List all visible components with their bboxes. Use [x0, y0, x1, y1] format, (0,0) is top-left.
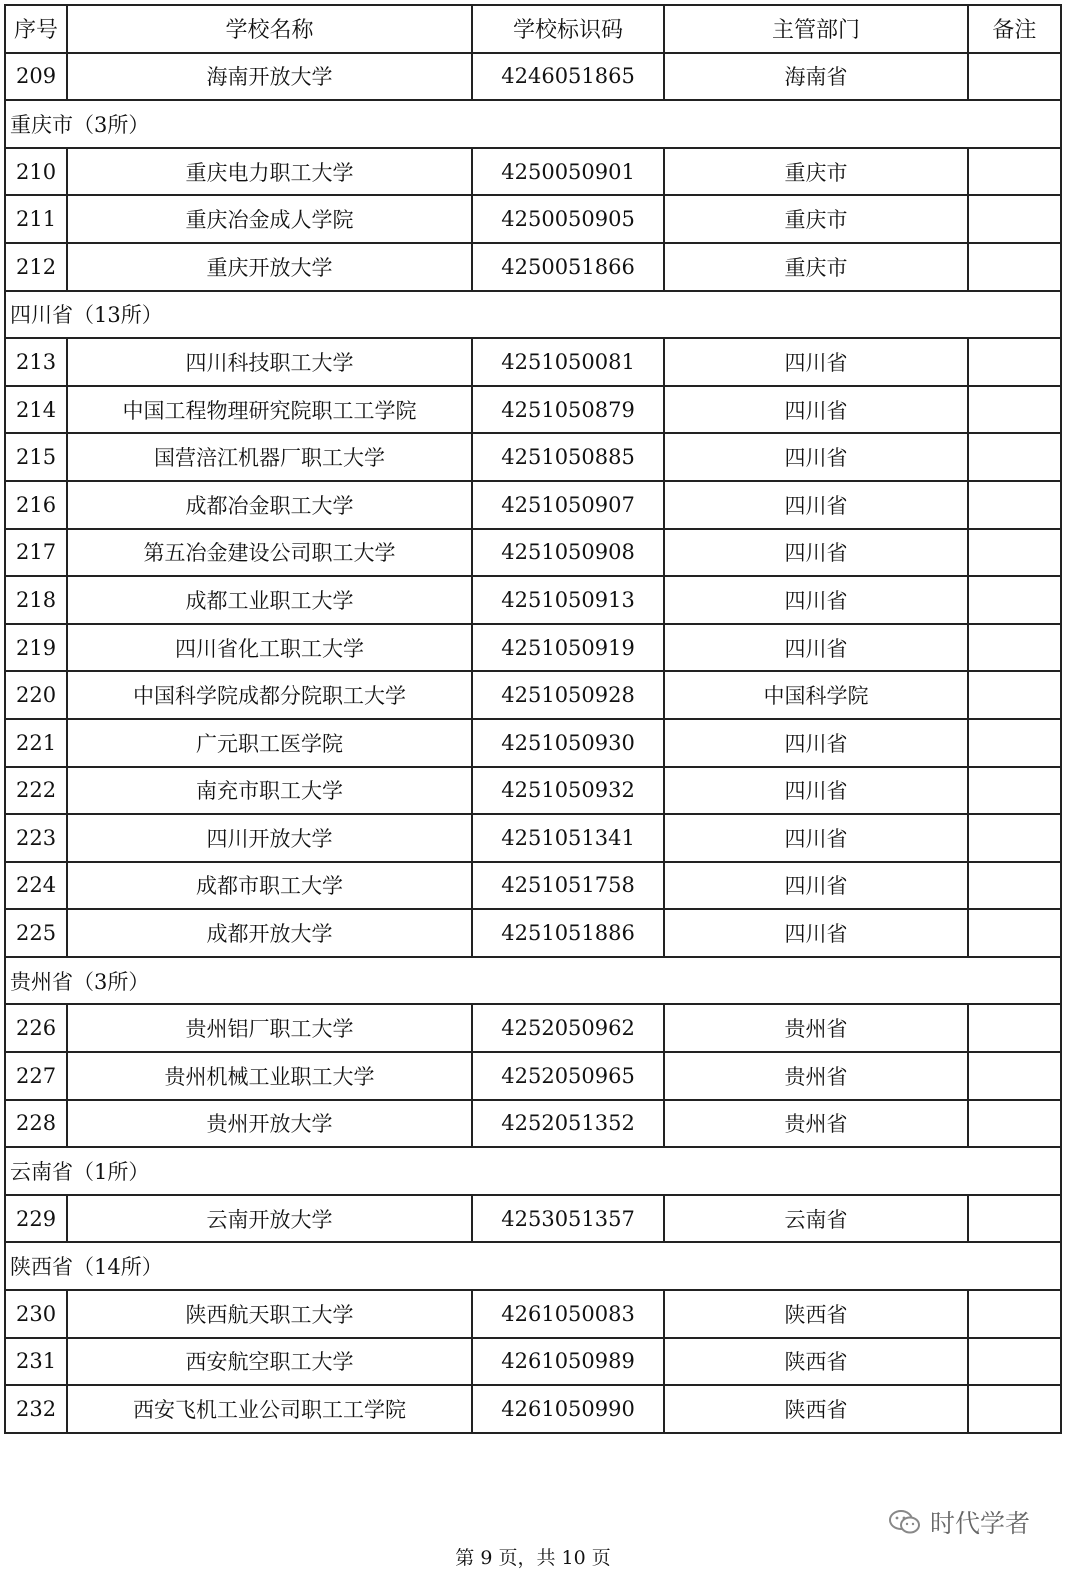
cell-no: 218	[5, 576, 67, 624]
cell-department: 重庆市	[664, 148, 968, 196]
cell-note	[968, 195, 1061, 243]
cell-department: 四川省	[664, 862, 968, 910]
cell-school-name: 第五冶金建设公司职工大学	[67, 529, 472, 577]
table-row	[5, 338, 1061, 386]
cell-department: 四川省	[664, 386, 968, 434]
cell-note	[968, 1004, 1061, 1052]
header-department: 主管部门	[664, 5, 968, 53]
cell-note	[968, 243, 1061, 291]
cell-no: 227	[5, 1052, 67, 1100]
cell-no: 231	[5, 1338, 67, 1386]
cell-school-code: 4251050879	[472, 386, 664, 434]
section-row	[5, 1147, 1061, 1195]
cell-school-code: 4252050962	[472, 1004, 664, 1052]
cell-school-code: 4253051357	[472, 1195, 664, 1243]
table-row	[5, 529, 1061, 577]
watermark-text: 时代学者	[929, 1509, 1030, 1538]
cell-school-code: 4250050905	[472, 195, 664, 243]
cell-school-name: 四川科技职工大学	[67, 338, 472, 386]
table-row	[5, 767, 1061, 815]
watermark	[888, 1504, 1030, 1540]
cell-school-name: 四川开放大学	[67, 814, 472, 862]
cell-no: 224	[5, 862, 67, 910]
cell-school-name: 云南开放大学	[67, 1195, 472, 1243]
cell-department: 陕西省	[664, 1338, 968, 1386]
section-row	[5, 291, 1061, 339]
cell-school-code: 4250050901	[472, 148, 664, 196]
cell-note	[968, 338, 1061, 386]
cell-school-code: 4251050919	[472, 624, 664, 672]
cell-department: 中国科学院	[664, 671, 968, 719]
table-row	[5, 576, 1061, 624]
cell-note	[968, 671, 1061, 719]
section-row	[5, 957, 1061, 1005]
table-row	[5, 862, 1061, 910]
header-no: 序号	[5, 5, 67, 53]
cell-school-code: 4251050907	[472, 481, 664, 529]
cell-department: 重庆市	[664, 195, 968, 243]
cell-school-name: 广元职工医学院	[67, 719, 472, 767]
cell-note	[968, 481, 1061, 529]
cell-no: 210	[5, 148, 67, 196]
cell-school-code: 4251050932	[472, 767, 664, 815]
cell-school-name: 贵州机械工业职工大学	[67, 1052, 472, 1100]
cell-school-code: 4261050990	[472, 1385, 664, 1433]
cell-school-name: 西安飞机工业公司职工工学院	[67, 1385, 472, 1433]
cell-no: 220	[5, 671, 67, 719]
table-row	[5, 1004, 1061, 1052]
cell-department: 四川省	[664, 719, 968, 767]
cell-school-name: 海南开放大学	[67, 53, 472, 101]
cell-no: 212	[5, 243, 67, 291]
cell-school-name: 中国工程物理研究院职工工学院	[67, 386, 472, 434]
cell-school-name: 贵州铝厂职工大学	[67, 1004, 472, 1052]
header-school-code: 学校标识码	[472, 5, 664, 53]
cell-school-code: 4246051865	[472, 53, 664, 101]
cell-no: 228	[5, 1100, 67, 1148]
cell-school-code: 4251050928	[472, 671, 664, 719]
cell-no: 222	[5, 767, 67, 815]
cell-no: 226	[5, 1004, 67, 1052]
table-row	[5, 1290, 1061, 1338]
cell-note	[968, 624, 1061, 672]
cell-school-code: 4251051886	[472, 909, 664, 957]
table-row	[5, 1052, 1061, 1100]
cell-school-name: 南充市职工大学	[67, 767, 472, 815]
cell-no: 223	[5, 814, 67, 862]
cell-department: 四川省	[664, 909, 968, 957]
cell-no: 214	[5, 386, 67, 434]
table-row	[5, 1385, 1061, 1433]
cell-note	[968, 529, 1061, 577]
table-row	[5, 719, 1061, 767]
cell-no: 217	[5, 529, 67, 577]
cell-no: 232	[5, 1385, 67, 1433]
cell-note	[968, 1100, 1061, 1148]
cell-note	[968, 862, 1061, 910]
cell-school-name: 中国科学院成都分院职工大学	[67, 671, 472, 719]
cell-no: 215	[5, 433, 67, 481]
cell-school-name: 陕西航天职工大学	[67, 1290, 472, 1338]
cell-note	[968, 1290, 1061, 1338]
cell-department: 贵州省	[664, 1052, 968, 1100]
cell-note	[968, 719, 1061, 767]
cell-department: 贵州省	[664, 1004, 968, 1052]
section-row	[5, 1242, 1061, 1290]
cell-school-code: 4261050989	[472, 1338, 664, 1386]
cell-school-code: 4251050930	[472, 719, 664, 767]
wechat-icon	[888, 1509, 922, 1535]
cell-no: 229	[5, 1195, 67, 1243]
table-row	[5, 53, 1061, 101]
cell-school-name: 成都工业职工大学	[67, 576, 472, 624]
cell-school-code: 4252050965	[472, 1052, 664, 1100]
cell-note	[968, 386, 1061, 434]
table-row	[5, 386, 1061, 434]
cell-department: 四川省	[664, 433, 968, 481]
school-list-table	[4, 4, 1062, 1434]
cell-no: 221	[5, 719, 67, 767]
cell-school-code: 4251050913	[472, 576, 664, 624]
cell-no: 209	[5, 53, 67, 101]
table-row	[5, 1338, 1061, 1386]
cell-no: 225	[5, 909, 67, 957]
cell-school-code: 4252051352	[472, 1100, 664, 1148]
cell-school-code: 4251051758	[472, 862, 664, 910]
page-footer: 第 9 页，共 10 页	[455, 1547, 611, 1569]
cell-note	[968, 1195, 1061, 1243]
cell-department: 海南省	[664, 53, 968, 101]
table-row	[5, 671, 1061, 719]
cell-note	[968, 767, 1061, 815]
table-row	[5, 481, 1061, 529]
table-row	[5, 814, 1061, 862]
cell-note	[968, 433, 1061, 481]
cell-note	[968, 814, 1061, 862]
table-row	[5, 909, 1061, 957]
cell-school-code: 4251051341	[472, 814, 664, 862]
cell-school-name: 成都市职工大学	[67, 862, 472, 910]
cell-school-code: 4251050885	[472, 433, 664, 481]
table-header-row	[5, 5, 1061, 53]
table-row	[5, 148, 1061, 196]
table-row	[5, 1100, 1061, 1148]
cell-department: 四川省	[664, 767, 968, 815]
cell-department: 四川省	[664, 624, 968, 672]
header-note: 备注	[968, 5, 1061, 53]
cell-department: 重庆市	[664, 243, 968, 291]
section-label: 重庆市（3所）	[5, 100, 1061, 148]
cell-school-name: 国营涪江机器厂职工大学	[67, 433, 472, 481]
cell-department: 陕西省	[664, 1385, 968, 1433]
table-row	[5, 1195, 1061, 1243]
cell-note	[968, 1052, 1061, 1100]
table-body	[5, 53, 1061, 1433]
cell-school-code: 4250051866	[472, 243, 664, 291]
cell-no: 219	[5, 624, 67, 672]
cell-note	[968, 148, 1061, 196]
cell-department: 四川省	[664, 529, 968, 577]
table-row	[5, 624, 1061, 672]
cell-school-name: 西安航空职工大学	[67, 1338, 472, 1386]
cell-no: 216	[5, 481, 67, 529]
cell-school-name: 成都冶金职工大学	[67, 481, 472, 529]
section-label: 贵州省（3所）	[5, 957, 1061, 1005]
cell-school-name: 重庆开放大学	[67, 243, 472, 291]
cell-school-name: 四川省化工职工大学	[67, 624, 472, 672]
cell-department: 云南省	[664, 1195, 968, 1243]
cell-department: 四川省	[664, 576, 968, 624]
header-school-name: 学校名称	[67, 5, 472, 53]
cell-department: 贵州省	[664, 1100, 968, 1148]
cell-no: 230	[5, 1290, 67, 1338]
cell-school-name: 成都开放大学	[67, 909, 472, 957]
cell-school-code: 4251050081	[472, 338, 664, 386]
cell-department: 四川省	[664, 814, 968, 862]
cell-school-name: 重庆冶金成人学院	[67, 195, 472, 243]
section-label: 陕西省（14所）	[5, 1242, 1061, 1290]
cell-note	[968, 1338, 1061, 1386]
cell-note	[968, 909, 1061, 957]
cell-note	[968, 1385, 1061, 1433]
cell-school-name: 贵州开放大学	[67, 1100, 472, 1148]
cell-department: 四川省	[664, 481, 968, 529]
section-label: 四川省（13所）	[5, 291, 1061, 339]
section-row	[5, 100, 1061, 148]
cell-no: 213	[5, 338, 67, 386]
table-row	[5, 243, 1061, 291]
cell-no: 211	[5, 195, 67, 243]
cell-note	[968, 53, 1061, 101]
table-row	[5, 195, 1061, 243]
cell-department: 四川省	[664, 338, 968, 386]
section-label: 云南省（1所）	[5, 1147, 1061, 1195]
cell-school-code: 4261050083	[472, 1290, 664, 1338]
cell-note	[968, 576, 1061, 624]
cell-school-name: 重庆电力职工大学	[67, 148, 472, 196]
cell-department: 陕西省	[664, 1290, 968, 1338]
cell-school-code: 4251050908	[472, 529, 664, 577]
table-row	[5, 433, 1061, 481]
